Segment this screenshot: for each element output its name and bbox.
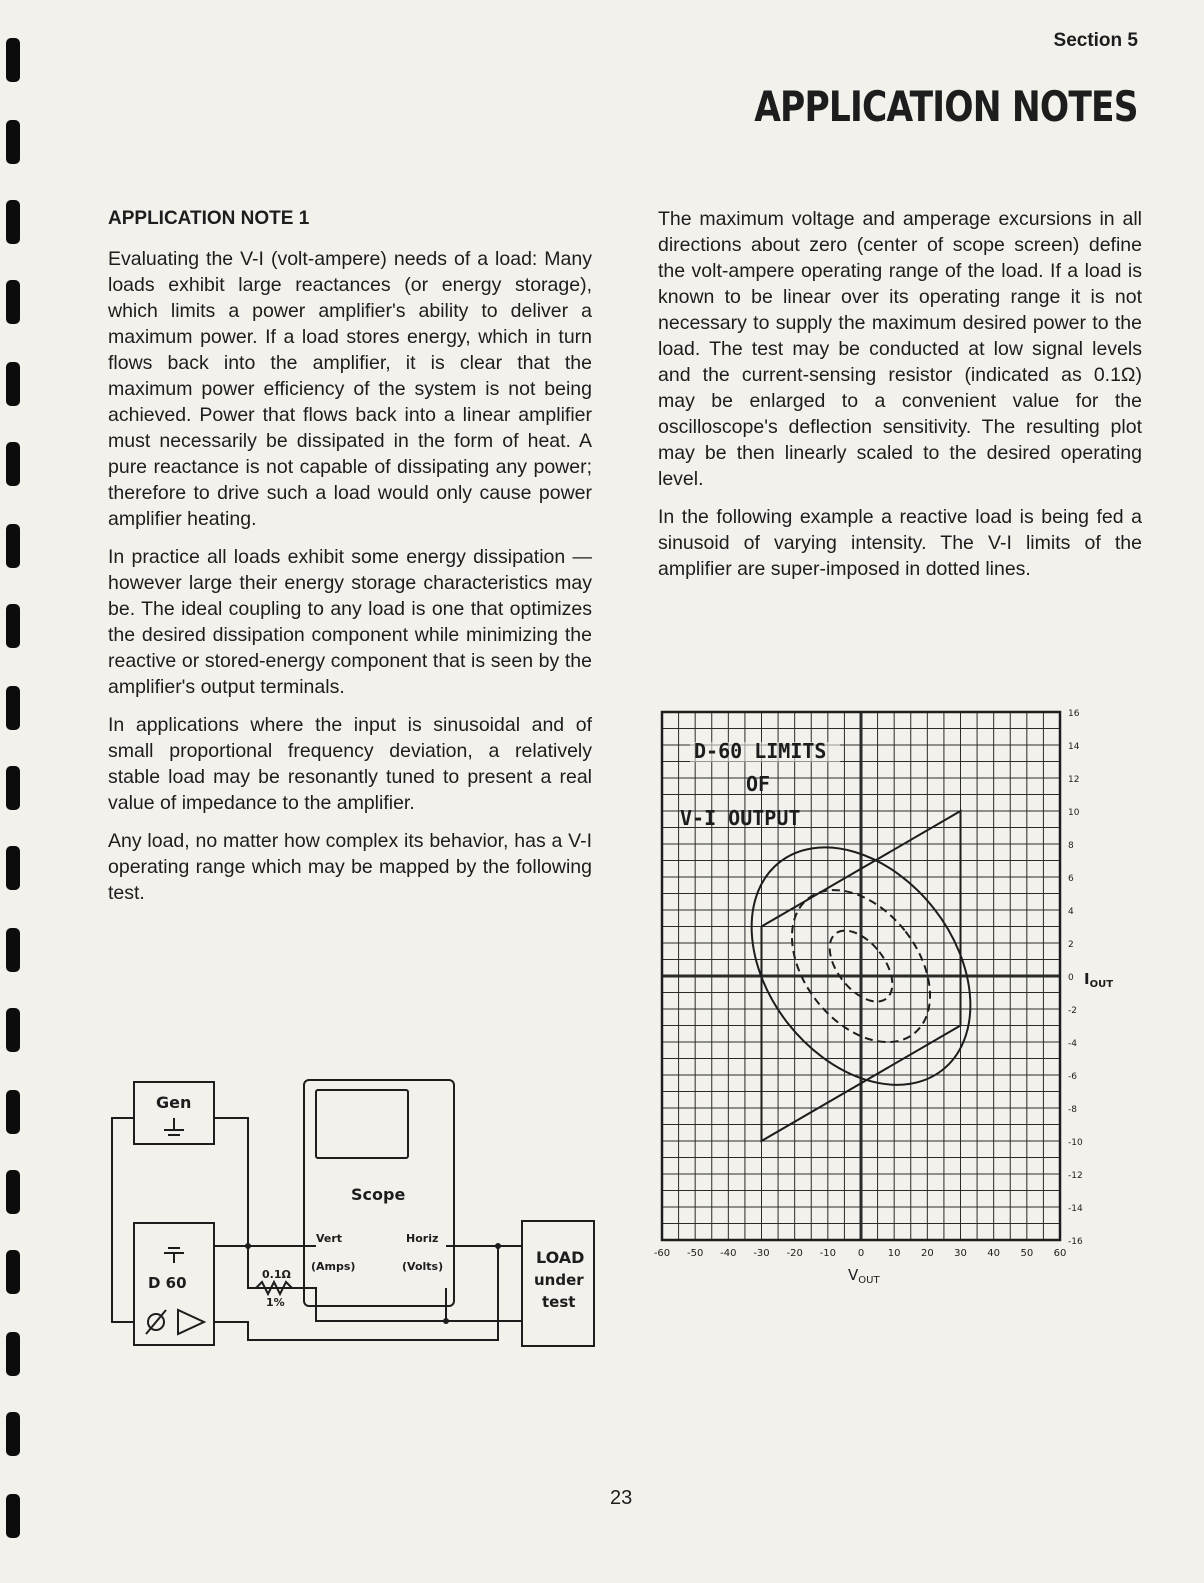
wire bbox=[306, 1288, 522, 1321]
x-tick-label: -20 bbox=[786, 1248, 803, 1259]
x-axis-label-sub: OUT bbox=[858, 1275, 880, 1286]
y-tick-label: 0 bbox=[1068, 973, 1074, 983]
binder-hole bbox=[6, 120, 20, 164]
wiring-diagram bbox=[106, 1078, 606, 1368]
y-axis-label-sub: OUT bbox=[1089, 979, 1114, 990]
y-tick-label: 8 bbox=[1068, 841, 1074, 851]
chart-title bbox=[680, 739, 826, 830]
paragraph: In the following example a reactive load is being fed a sinusoid of varying intensity. The V-I limits of the amplifier are super-imposed in dotted lines. bbox=[658, 506, 1142, 580]
binder-hole bbox=[6, 1008, 20, 1052]
y-tick-label: 2 bbox=[1068, 940, 1074, 950]
amps-label: (Amps) bbox=[311, 1260, 356, 1273]
amp-label: D 60 bbox=[148, 1274, 187, 1292]
binder-hole bbox=[6, 1494, 20, 1538]
paragraph: In applications where the input is sinusoidal and of small proportional frequency deviation, a relatively stable load may be resonantly tuned to present a real value of impedance to the amplifier. bbox=[108, 714, 592, 814]
section-label: Section 5 bbox=[1053, 30, 1138, 51]
resistor-value: 0.1Ω bbox=[262, 1268, 291, 1281]
chart-title-line-1: D-60 LIMITS bbox=[694, 739, 827, 763]
x-tick-label: -30 bbox=[753, 1248, 770, 1259]
y-axis-label-main: I bbox=[1084, 970, 1090, 988]
binder-hole bbox=[6, 928, 20, 972]
page-title: APPLICATION NOTES bbox=[754, 82, 1138, 131]
paragraph: The maximum voltage and amperage excursions in all directions about zero (center of scope screen) define the volt-ampere operating range of the load. If a load is known to be linear over its operating range it is not necessary to supply the maximum desired power to the load. The test may be conducted at low signal levels and the current-sensing resistor (indicated as 0.1Ω) may be enlarged to a convenient value for the oscilloscope's deflection sensitivity. The resulting plot may be then linearly scaled to the desired operating level. bbox=[658, 208, 1142, 490]
binder-hole bbox=[6, 1250, 20, 1294]
y-axis-label bbox=[1084, 970, 1113, 990]
binder-hole bbox=[6, 1412, 20, 1456]
binder-hole bbox=[6, 686, 20, 730]
horiz-label: Horiz bbox=[406, 1232, 439, 1245]
y-tick-label: -14 bbox=[1068, 1204, 1083, 1214]
x-tick-label: 40 bbox=[987, 1248, 1001, 1259]
y-tick-label: 10 bbox=[1068, 808, 1080, 818]
y-tick-label: -2 bbox=[1068, 1006, 1077, 1016]
binder-hole bbox=[6, 362, 20, 406]
chart-title-line-2: OF bbox=[746, 772, 771, 796]
vi-chart bbox=[640, 700, 1120, 1300]
x-tick-label: -40 bbox=[720, 1248, 737, 1259]
wire bbox=[214, 1246, 522, 1340]
volts-label: (Volts) bbox=[402, 1260, 444, 1273]
right-column bbox=[658, 206, 1142, 594]
x-axis-label-main: V bbox=[848, 1266, 859, 1284]
y-tick-label: -12 bbox=[1068, 1171, 1083, 1181]
y-tick-label: -4 bbox=[1068, 1039, 1077, 1049]
binder-hole bbox=[6, 442, 20, 486]
chart-grid bbox=[662, 712, 1060, 1240]
resistor-tolerance: 1% bbox=[266, 1296, 285, 1309]
paragraph: Any load, no matter how complex its behavior, has a V-I operating range which may be mapped by the following test. bbox=[108, 830, 592, 904]
x-axis-label bbox=[848, 1266, 880, 1286]
page-number: 23 bbox=[610, 1487, 633, 1509]
x-tick-label: 50 bbox=[1020, 1248, 1034, 1259]
binder-hole bbox=[6, 38, 20, 82]
binder-hole bbox=[6, 1332, 20, 1376]
x-tick-label: -50 bbox=[686, 1248, 704, 1259]
y-tick-label: 14 bbox=[1068, 742, 1080, 752]
y-tick-label: 6 bbox=[1068, 874, 1074, 884]
load-label-2: under bbox=[534, 1271, 584, 1289]
binder-hole bbox=[6, 766, 20, 810]
amp-triangle bbox=[178, 1310, 204, 1334]
x-tick-label: -60 bbox=[653, 1248, 671, 1259]
binder-hole bbox=[6, 846, 20, 890]
wire bbox=[112, 1118, 134, 1322]
y-tick-label: 16 bbox=[1068, 709, 1080, 719]
x-tick-label: 60 bbox=[1053, 1248, 1067, 1259]
y-tick-label: -8 bbox=[1068, 1105, 1077, 1115]
paragraph: In practice all loads exhibit some energy dissipation — however large their energy storage characteristics may be. The ideal coupling to any load is one that optimizes the desired dissipation component while minimizing the reactive or stored-energy component that is seen by the amplifier's output terminals. bbox=[108, 546, 592, 698]
wire bbox=[248, 1246, 306, 1288]
vert-label: Vert bbox=[316, 1232, 343, 1245]
chart-title-line-3: V-I OUTPUT bbox=[680, 806, 801, 830]
x-tick-label: 0 bbox=[857, 1248, 865, 1259]
x-tick-label: 30 bbox=[954, 1248, 967, 1259]
chart-ticks bbox=[654, 709, 1083, 1259]
binder-hole bbox=[6, 1090, 20, 1134]
binder-hole bbox=[6, 280, 20, 324]
binder-hole bbox=[6, 1170, 20, 1214]
y-tick-label: 4 bbox=[1068, 907, 1074, 917]
y-tick-label: -6 bbox=[1068, 1072, 1077, 1082]
x-tick-label: 10 bbox=[887, 1248, 901, 1259]
x-tick-label: -10 bbox=[819, 1248, 837, 1259]
binder-hole bbox=[6, 200, 20, 244]
x-tick-label: 20 bbox=[920, 1248, 934, 1259]
y-tick-label: 12 bbox=[1068, 775, 1080, 785]
wire bbox=[214, 1118, 248, 1246]
binder-hole bbox=[6, 604, 20, 648]
load-label-3: test bbox=[542, 1293, 576, 1311]
note-heading: APPLICATION NOTE 1 bbox=[108, 208, 310, 229]
load-label-1: LOAD bbox=[536, 1248, 585, 1267]
paragraph: Evaluating the V-I (volt-ampere) needs of a load: Many loads exhibit large reactances (or energy storage), which limits a power amplifier's ability to deliver a maximum power. If a load stores energy, which in turn flows back into the amplifier, it is clear that the maximum power efficiency of the system is not being achieved. Power that flows back into a linear amplifier must necessarily be dissipated in the form of heat. A pure reactance is not capable of dissipating any power; therefore to drive such a load would only cause power amplifier heating. bbox=[108, 248, 592, 530]
gen-label: Gen bbox=[156, 1093, 192, 1112]
y-tick-label: -16 bbox=[1068, 1237, 1083, 1247]
y-tick-label: -10 bbox=[1068, 1138, 1083, 1148]
scope-screen bbox=[316, 1090, 408, 1158]
binder-hole bbox=[6, 524, 20, 568]
scope-label: Scope bbox=[351, 1185, 406, 1204]
binder-holes bbox=[2, 0, 28, 1583]
left-column bbox=[108, 206, 592, 918]
